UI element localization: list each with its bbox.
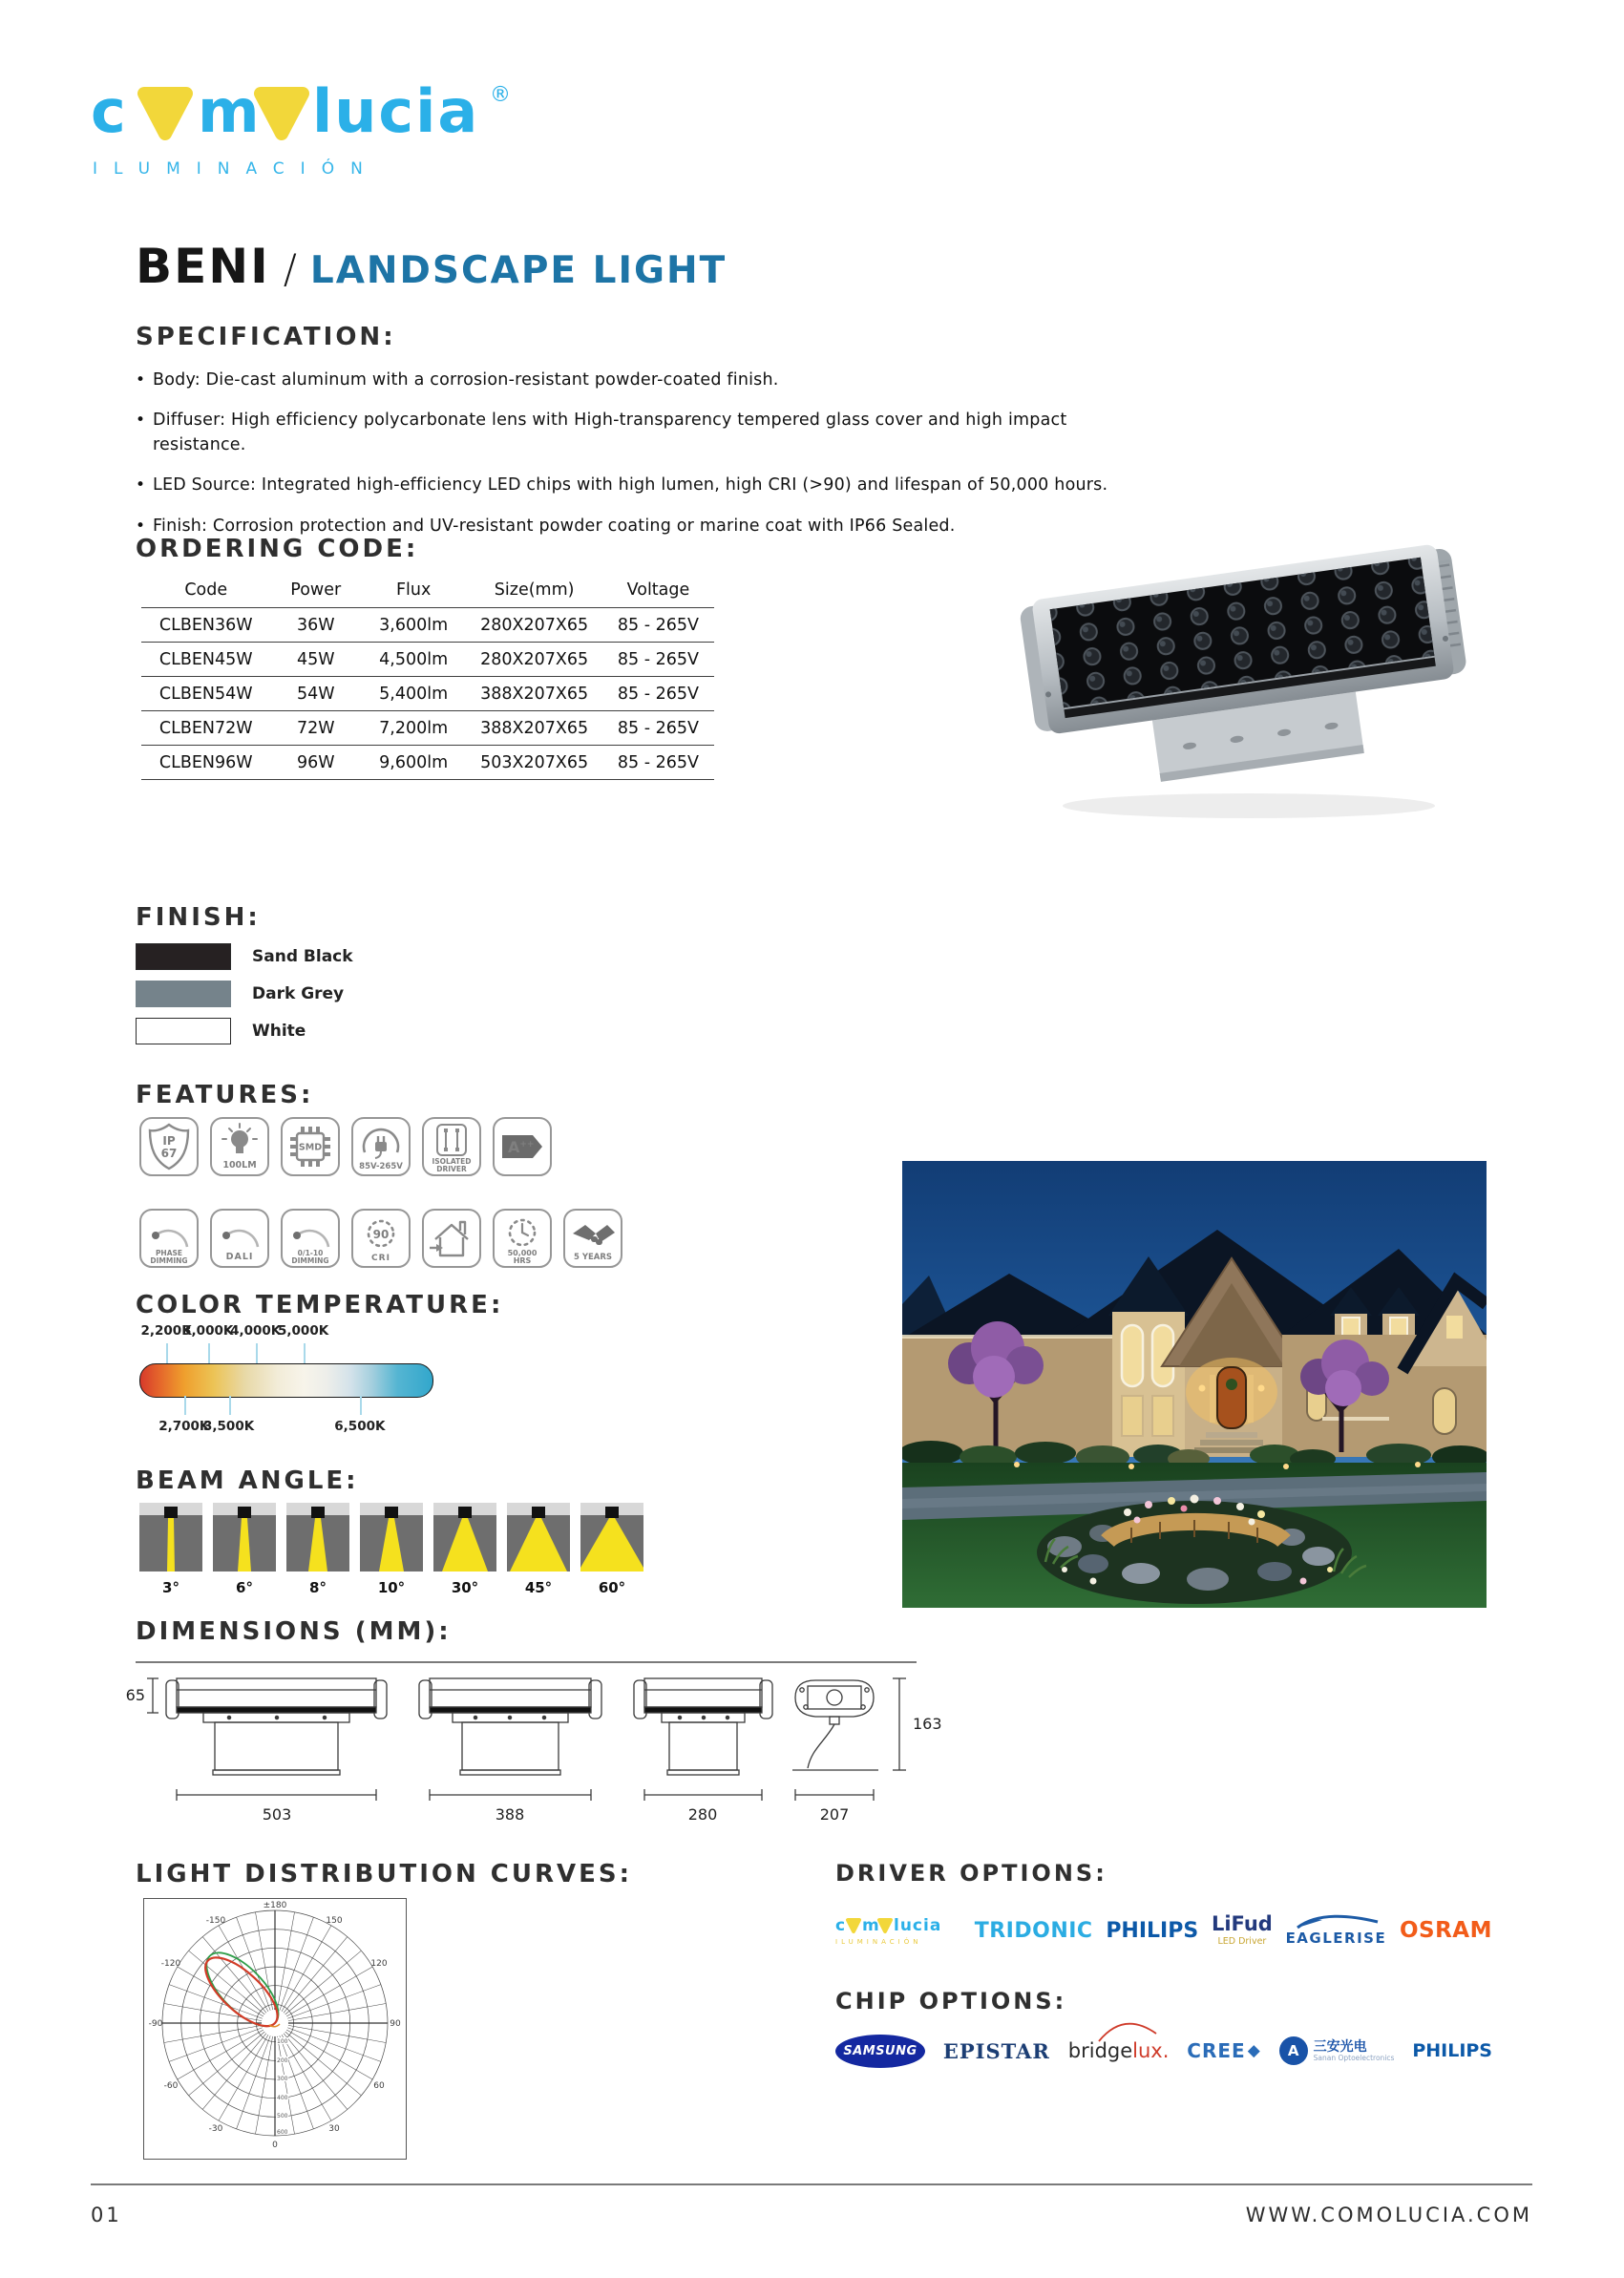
product-image [1002,523,1494,828]
bridgelux-logo: bridgelux. [1068,2039,1170,2062]
svg-text:5 YEARS: 5 YEARS [573,1253,613,1262]
epistar-logo: EPISTAR [942,2038,1050,2063]
logo-tagline: ILUMINACIÓN [93,159,379,179]
ct-tick [184,1396,186,1415]
polar-tick-600: 600 [277,2129,288,2136]
logo-letter: c [91,76,126,146]
warranty-handshake-icon [563,1209,622,1268]
svg-text:DIMMING: DIMMING [150,1256,188,1265]
tridonic-logo: TRIDONIC [974,1918,1093,1943]
logo-triangle-icon [144,94,186,134]
table-header-row [141,573,714,608]
ct-label-4000k: 4,000K [230,1323,282,1339]
finish-option: Dark Grey [136,981,353,1007]
features-heading: FEATURES: [136,1081,314,1109]
finish-option: White [136,1018,353,1044]
lifud-logo: LiFud LED Driver [1211,1912,1273,1948]
col-code: Code [141,573,270,608]
cree-diamond-icon: ◆ [1247,2041,1261,2060]
ip67-icon [139,1117,199,1176]
ct-label-2700k: 2,700K [158,1419,210,1434]
beam-angle-icons [139,1503,643,1596]
svg-text:SMD: SMD [298,1142,323,1153]
chip-options-logos [835,2026,1492,2076]
features-row-1 [139,1117,552,1176]
polar-tick-500: 500 [277,2113,288,2120]
dim-388-label: 388 [495,1805,525,1824]
svg-text:c: c [835,1915,846,1935]
phase-dimming-icon [139,1209,199,1268]
ct-tick [304,1343,306,1363]
philips-logo: PHILIPS [1106,1918,1199,1943]
features-row-2 [139,1209,622,1268]
svg-text:85V-265V: 85V-265V [359,1162,403,1171]
svg-text:90: 90 [372,1228,390,1241]
0-1-10-dimming-icon [281,1209,340,1268]
dali-icon [210,1209,269,1268]
ordering-table [141,573,714,780]
polar-tick-400: 400 [277,2095,288,2101]
driver-options-logos [835,1906,1492,1955]
beam-angle-heading: BEAM ANGLE: [136,1466,359,1495]
polar-tick-200: 200 [277,2057,288,2064]
polar-tick-100: 100 [277,2038,288,2045]
svg-text:0/1-10: 0/1-10 [297,1249,324,1257]
polar-label-30: 30 [328,2124,340,2134]
brand-logo [91,76,539,200]
dim-163-label: 163 [913,1715,942,1733]
samsung-logo: SAMSUNG [835,2035,925,2068]
svg-text:m: m [862,1915,879,1935]
ct-tick [256,1343,258,1363]
ct-label-3000k: 3,000K [182,1323,234,1339]
svg-text:A++: A++ [508,1138,535,1156]
svg-text:100LM: 100LM [222,1160,257,1171]
spec-item: • Finish: Corrosion protection and UV-resistant powder coating or marine coat with IP66 Sealed. [136,515,1138,538]
color-temperature-scale [139,1323,437,1438]
beam-8-icon: 8° [286,1503,349,1596]
ct-label-6500k: 6,500K [334,1419,386,1434]
polar-label-0: 0 [272,2141,278,2150]
beam-3-icon: 3° [139,1503,202,1596]
polar-label-90: 90 [390,2019,401,2029]
col-voltage: Voltage [602,573,714,608]
bullet-icon: • [136,475,146,496]
dim-503-label: 503 [262,1805,292,1824]
polar-label-n90: -90 [148,2019,163,2029]
svg-text:DALI: DALI [225,1252,254,1262]
isolated-driver-icon [422,1117,481,1176]
swatch-sand-black [136,943,231,970]
beam-6-icon: 6° [213,1503,276,1596]
svg-text:IP: IP [162,1134,176,1148]
product-name: BENI [136,239,270,294]
color-temperature-gradient-bar [139,1363,433,1398]
spec-item: • Body: Die-cast aluminum with a corrosion-resistant powder-coated finish. [136,369,1138,392]
ct-label-2200k: 2,200K [140,1323,192,1339]
table-row: CLBEN54W 54W 5,400lm 388X207X65 85 - 265V [141,677,714,711]
dim-height-label: 65 [125,1686,145,1704]
website-link[interactable]: WWW.COMOLUCIA.COM [1245,2204,1532,2226]
polar-label-n150: -150 [205,1916,226,1926]
swatch-dark-grey [136,981,231,1007]
beam-60-icon: 60° [580,1503,643,1596]
polar-label-n30: -30 [208,2124,223,2134]
ct-tick [360,1396,362,1415]
spec-item: • Diffuser: High efficiency polycarbonate lens with High-transparency tempered glass cover and high impact resistance. [136,411,1067,454]
specification-heading: SPECIFICATION: [136,323,396,351]
polar-label-180: ±180 [263,1901,287,1910]
table-row: CLBEN45W 45W 4,500lm 280X207X65 85 - 265V [141,643,714,677]
page-number: 01 [91,2204,122,2226]
table-row: CLBEN96W 96W 9,600lm 503X207X65 85 - 265V [141,746,714,780]
philips-chip-logo: PHILIPS [1412,2040,1492,2061]
footer-divider [91,2183,1532,2185]
osram-logo: OSRAM [1399,1918,1492,1943]
col-flux: Flux [361,573,466,608]
beam-10-icon: 10° [360,1503,423,1596]
logo-triangle-icon [261,94,303,134]
svg-text:lucia: lucia [894,1915,942,1935]
color-temperature-heading: COLOR TEMPERATURE: [136,1291,504,1319]
table-row: CLBEN36W 36W 3,600lm 280X207X65 85 - 265V [141,608,714,643]
dimensions-divider [136,1661,917,1663]
comolucia-logo-icon [91,76,539,200]
ct-tick [229,1396,231,1415]
finish-heading: FINISH: [136,903,261,932]
product-category: LANDSCAPE LIGHT [309,249,728,292]
ct-label-3500k: 3,500K [203,1419,255,1434]
svg-text:PHASE: PHASE [155,1249,183,1257]
cree-logo: CREE ◆ [1187,2039,1261,2062]
title-separator: / [283,245,297,292]
lumen-bulb-icon [210,1117,269,1176]
spec-item: • LED Source: Integrated high-efficiency LED chips with high lumen, high CRI (>90) and lifespan of 50,000 hours. [136,474,1138,497]
finish-option: Sand Black [136,943,353,970]
dimensions-heading: DIMENSIONS (MM): [136,1617,452,1646]
beam-45-icon: 45° [507,1503,570,1596]
polar-label-n120: -120 [160,1959,181,1969]
svg-text:ISOLATED: ISOLATED [432,1157,472,1166]
col-power: Power [270,573,361,608]
finish-options [136,943,353,1055]
smd-chip-icon [281,1117,340,1176]
dim-207-label: 207 [819,1805,850,1824]
ldc-heading: LIGHT DISTRIBUTION CURVES: [136,1860,633,1888]
sanan-logo: A 三安光电 Sanan Optoelectronics [1279,2036,1395,2065]
beam-30-icon: 30° [433,1503,496,1596]
eaglerise-logo: EAGLERISE [1286,1914,1387,1947]
ct-tick [208,1343,210,1363]
ordering-heading: ORDERING CODE: [136,535,419,563]
comolucia-logo: c m lucia ILUMINACIÓN [835,1915,942,1946]
polar-label-120: 120 [370,1959,388,1969]
bullet-icon: • [136,516,146,536]
swatch-white [136,1018,231,1044]
svg-text:DRIVER: DRIVER [436,1165,467,1173]
polar-label-150: 150 [326,1916,343,1926]
dimensions-drawings [124,1669,945,1849]
indoor-house-icon [422,1209,481,1268]
dim-280-label: 280 [687,1805,718,1824]
svg-text:CRI: CRI [371,1254,390,1263]
application-photo [902,1161,1487,1612]
logo-letter: m [198,76,260,146]
polar-label-60: 60 [373,2081,385,2091]
voltage-range-icon [351,1117,411,1176]
table-row: CLBEN72W 72W 7,200lm 388X207X65 85 - 265V [141,711,714,746]
svg-text:50,000: 50,000 [507,1249,538,1257]
chip-options-heading: CHIP OPTIONS: [835,1988,1067,2014]
lifespan-clock-icon [493,1209,552,1268]
svg-text:67: 67 [160,1147,178,1160]
specification-list [136,369,1138,555]
page-title [136,239,727,294]
bullet-icon: • [136,411,146,431]
col-size: Size(mm) [466,573,602,608]
logo-word: lucia [312,76,480,146]
ct-tick [166,1343,168,1363]
registered-mark: ® [490,83,511,107]
polar-label-n60: -60 [163,2081,179,2091]
ldc-chart [143,1898,407,2160]
svg-text:HRS: HRS [513,1256,532,1265]
driver-options-heading: DRIVER OPTIONS: [835,1860,1107,1887]
polar-tick-300: 300 [277,2076,288,2082]
svg-text:DIMMING: DIMMING [291,1256,329,1265]
ct-label-5000k: 5,000K [278,1323,329,1339]
cri-icon [351,1209,411,1268]
bullet-icon: • [136,370,146,390]
energy-class-icon [493,1117,552,1176]
